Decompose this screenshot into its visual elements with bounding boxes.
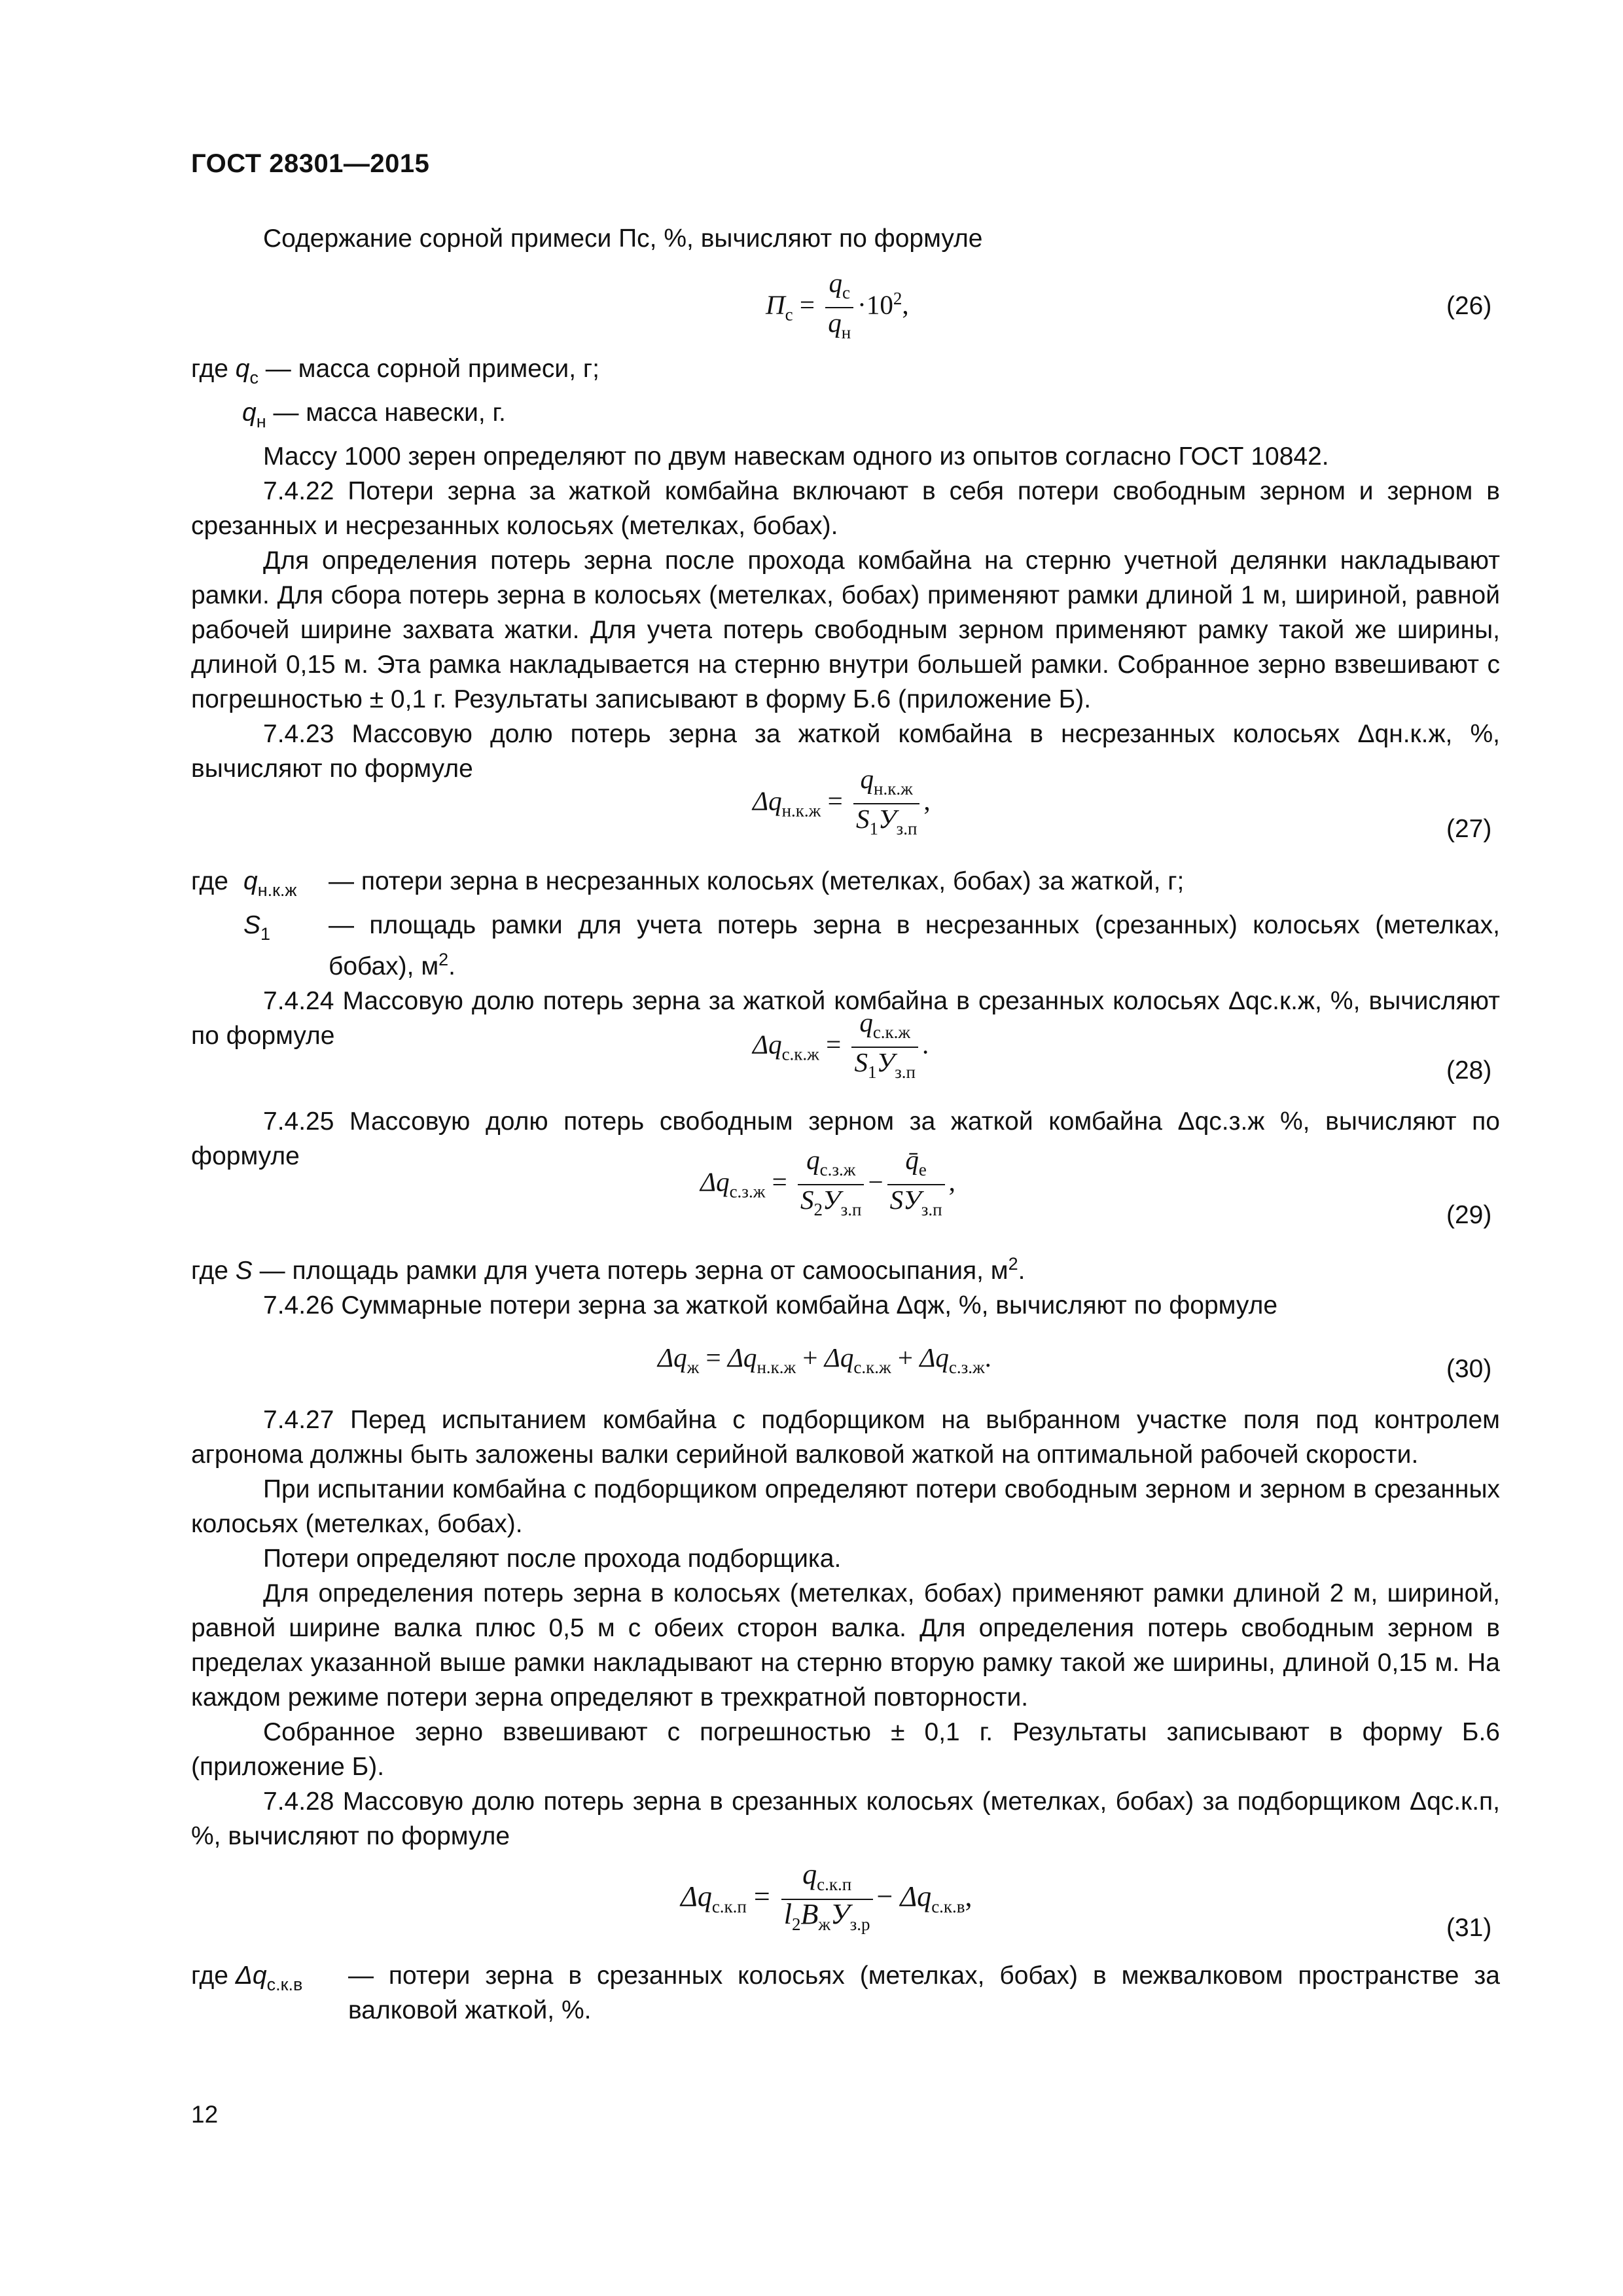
section-7-4-28: 7.4.28 Массовую долю потерь зерна в срезанных колосьях (метелках, бобах) за подборщиком Δqс.к.п, %, вычисляют по формуле	[191, 1787, 1500, 1850]
paragraph-text: Массу 1000 зерен определяют по двум навескам одного из опытов согласно ГОСТ 10842.	[263, 442, 1329, 471]
paragraph-text: Содержание сорной примеси Пс, %, вычисляют по формуле	[263, 224, 983, 253]
paragraph-text: Собранное зерно взвешивают с погрешностью ± 0,1 г. Результаты записывают в форму Б.6 (приложение Б).	[191, 1718, 1500, 1781]
intro-paragraph	[191, 221, 1500, 256]
fraction: $\frac{q_{н.к.ж}}{S_1У_{з.п}}$	[853, 764, 919, 843]
where-row: где $\Delta q_{с.к.в}$ — потери зерна в срезанных колосьях (метелках, бобах) в межвалковом пространстве за валковой жаткой, %.	[191, 1962, 1500, 2024]
where-row: где $q_{н.к.ж}$ — потери зерна в несрезанных колосьях (метелках, бобах) за жаткой, г;	[191, 867, 1185, 900]
paragraph-text: Для определения потерь зерна после прохода комбайна на стерню учетной делянки накладывают рамки. Для сбора потерь зерна в колосьях (метелках, бобах) применяют рамки длиной 1 м, шириной, равной рабочей ширине захвата жатки. Для учета потерь свободным зерном применяют рамку такой же ширины, длиной 0,15 м. Эта рамка накладывается на стерню внутри большей рамки. Собранное зерно взвешивают с погрешностью ± 0,1 г. Результаты записывают в форму Б.6 (приложение Б).	[191, 547, 1500, 713]
fraction: $\frac{q_с}{q_н}$	[825, 268, 853, 347]
equation-number-30: (30)	[1446, 1355, 1492, 1383]
section-7-4-27-block	[191, 1403, 1500, 1854]
where-line: где S — площадь рамки для учета потерь зерна от самоосыпания, $м^2$.	[191, 1254, 1026, 1285]
formula-26: $П_с$ = $\frac{q_с}{q_н}$ $\cdot 10^2$,	[766, 268, 909, 347]
equation-number-28: (28)	[1446, 1056, 1492, 1085]
section-7-4-27: 7.4.27 Перед испытанием комбайна с подборщиком на выбранном участке поля под контролем агронома должны быть заложены валки серийной валковой жаткой на оптимальной рабочей скорости.	[191, 1406, 1500, 1469]
section-7-4-22: 7.4.22 Потери зерна за жаткой комбайна включают в себя потери свободным зерном и зерном в срезанных и несрезанных колосьях (метелках, бобах).	[191, 477, 1500, 540]
paragraph-text: Потери определяют после прохода подборщика.	[263, 1545, 842, 1573]
where-block-31	[191, 1958, 1500, 2028]
where-line: где $q_с$ — масса сорной примеси, г;	[191, 355, 599, 387]
formula-28: $\Delta q_{с.к.ж}$ = $\frac{q_{с.к.ж}}{S_1У_{з.п}}$ .	[753, 1008, 929, 1086]
fraction: $\frac{q_{с.к.ж}}{S_1У_{з.п}}$	[851, 1008, 918, 1086]
document-header: ГОСТ 28301—2015	[191, 149, 430, 178]
paragraph-text: Для определения потерь зерна в колосьях (метелках, бобах) применяют рамки длиной 2 м, шириной, равной ширине валка плюс 0,5 м с обеих сторон валка. Для определения потерь свободным зерном в пределах указанной выше рамки накладывают на стерню вторую рамку такой же ширины, длиной 0,15 м. На каждом режиме потери зерна определяют в трехкратной повторности.	[191, 1579, 1500, 1712]
fraction: $\frac{q_{с.к.п}}{l_2B_жУ_{з.р}}$	[781, 1860, 873, 1939]
section-7-4-24: 7.4.24 Массовую долю потерь зерна за жаткой комбайна в срезанных колосьях Δqс.к.ж, %, вычисляют по формуле	[191, 987, 1500, 1050]
section-7-4-26: 7.4.26 Суммарные потери зерна за жаткой комбайна Δqж, %, вычисляют по формуле	[263, 1291, 1278, 1319]
where-block-26	[191, 351, 1500, 786]
paragraph-text: При испытании комбайна с подборщиком определяют потери свободным зерном и зерном в срезанных колосьях (метелках, бобах).	[191, 1475, 1500, 1538]
formula-31: $\Delta q_{с.к.п}$ = $\frac{q_{с.к.п}}{l_2B_жУ_{з.р}}$ − $\Delta q_{с.к.в}$,	[681, 1860, 972, 1939]
equation-number-27: (27)	[1446, 815, 1492, 843]
section-7-4-25: 7.4.25 Массовую долю потерь свободным зерном за жаткой комбайна Δqс.з.ж %, вычисляют по формуле	[191, 1107, 1500, 1170]
equation-number-26: (26)	[1446, 292, 1492, 320]
where-block-29	[191, 1247, 1500, 1323]
formula-27: $\Delta q_{н.к.ж}$ = $\frac{q_{н.к.ж}}{S_1У_{з.п}}$ ,	[753, 764, 931, 843]
equation-number-31: (31)	[1446, 1914, 1492, 1942]
formula-29: $\Delta q_{с.з.ж}$ = $\frac{q_{с.з.ж}}{S_2У_{з.п}}$ − $\frac{q̄_е}{SУ_{з.п}}$ ,	[700, 1145, 955, 1224]
fraction: $\frac{q̄_е}{SУ_{з.п}}$	[887, 1145, 945, 1224]
where-line: $q_н$ — масса навески, г.	[242, 399, 506, 431]
where-row: $S_1$ — площадь рамки для учета потерь зерна в несрезанных (срезанных) колосьях (метелках, бобах), $м^2$.	[243, 911, 1500, 980]
page-number: 12	[191, 2101, 219, 2128]
formula-30: $\Delta q_ж = \Delta q_{н.к.ж} + \Delta q_{с.к.ж} + \Delta q_{с.з.ж}$.	[658, 1342, 991, 1377]
section-7-4-23: 7.4.23 Массовую долю потерь зерна за жаткой комбайна в несрезанных колосьях Δqн.к.ж, %, вычисляют по формуле	[191, 720, 1500, 783]
equation-number-29: (29)	[1446, 1201, 1492, 1229]
fraction: $\frac{q_{с.з.ж}}{S_2У_{з.п}}$	[798, 1145, 864, 1224]
